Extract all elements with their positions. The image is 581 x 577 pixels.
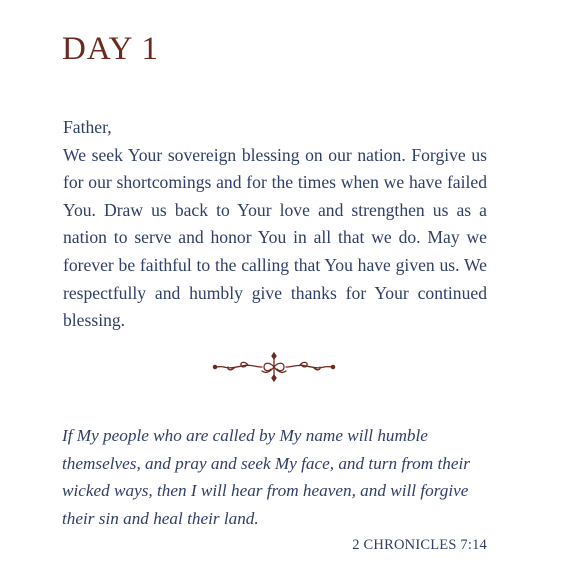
prayer-block bbox=[63, 114, 487, 335]
day-title: DAY 1 bbox=[62, 31, 159, 67]
flourish-divider-icon bbox=[212, 352, 336, 382]
scripture-reference: 2 CHRONICLES 7:14 bbox=[352, 537, 487, 553]
scripture-verse: If My people who are called by My name will humble themselves, and pray and seek My face, and turn from their wicked ways, then I will hear from heaven, and will forgive their sin and heal their land. bbox=[62, 426, 470, 528]
prayer-salutation: Father, bbox=[63, 117, 112, 137]
prayer-body: We seek Your sovereign blessing on our nation. Forgive us for our shortcomings and for the times when we have failed You. Draw us back to Your love and strengthen us as a nation to serve and honor You in all that we do. May we forever be faithful to the calling that You have given us. We respectfully and humbly give thanks for Your continued blessing. bbox=[63, 144, 487, 331]
